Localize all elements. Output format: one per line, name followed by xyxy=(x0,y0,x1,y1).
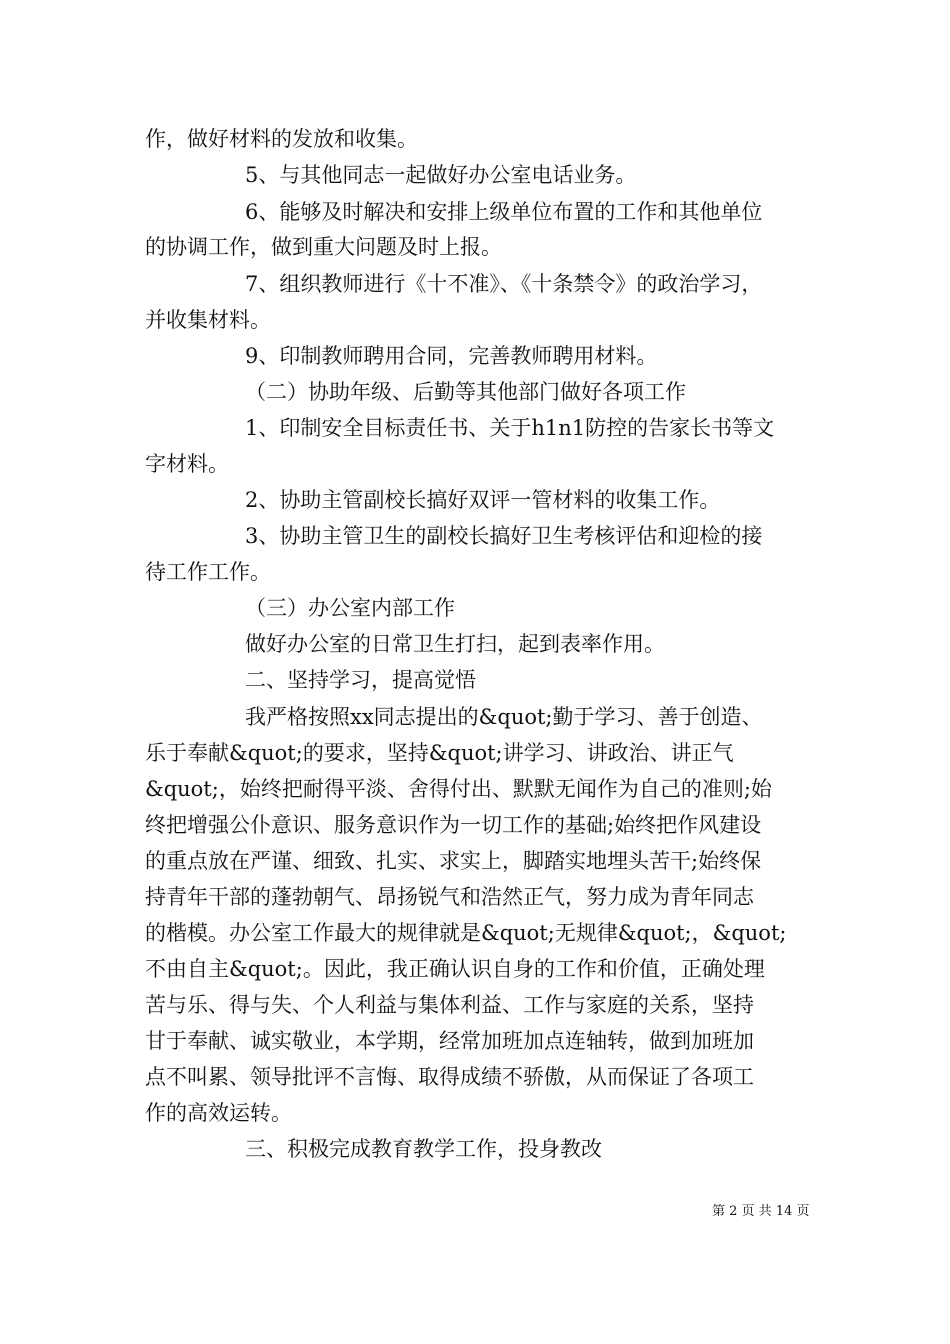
paragraph-line: 终把增强公仆意识、服务意识作为一切工作的基础;始终把作风建设 xyxy=(145,813,762,837)
section-heading: 三、积极完成教育教学工作，投身教改 xyxy=(245,1137,602,1161)
paragraph-line: 1、印制安全目标责任书、关于h1n1防控的告家长书等文 xyxy=(245,416,775,440)
section-heading: （三）办公室内部工作 xyxy=(245,596,455,620)
paragraph-line: 作，做好材料的发放和收集。 xyxy=(145,127,418,151)
section-heading: （二）协助年级、后勤等其他部门做好各项工作 xyxy=(245,380,686,404)
paragraph-line: 6、能够及时解决和安排上级单位布置的工作和其他单位 xyxy=(245,200,763,224)
paragraph-line: 3、协助主管卫生的副校长搞好卫生考核评估和迎检的接 xyxy=(245,524,763,548)
paragraph-line: 并收集材料。 xyxy=(145,308,271,332)
paragraph-line: 持青年干部的蓬勃朝气、昂扬锐气和浩然正气，努力成为青年同志 xyxy=(145,885,754,909)
paragraph-line: 的楷模。办公室工作最大的规律就是&quot;无规律&quot;，&quot; xyxy=(145,921,787,945)
paragraph-line: 2、协助主管副校长搞好双评一管材料的收集工作。 xyxy=(245,488,721,512)
paragraph-line: 7、组织教师进行《十不准》、《十条禁令》的政治学习， xyxy=(245,272,763,296)
paragraph-line: 不由自主&quot;。因此，我正确认识自身的工作和价值，正确处理 xyxy=(145,957,765,981)
paragraph-line: 乐于奉献&quot;的要求，坚持&quot;讲学习、讲政治、讲正气 xyxy=(145,741,734,765)
paragraph-line: 苦与乐、得与失、个人利益与集体利益、工作与家庭的关系，坚持 xyxy=(145,993,754,1017)
paragraph-line: 待工作工作。 xyxy=(145,560,271,584)
paragraph-line: 的协调工作，做到重大问题及时上报。 xyxy=(145,235,502,259)
paragraph-line: 字材料。 xyxy=(145,452,229,476)
paragraph-line: 我严格按照xx同志提出的&quot;勤于学习、善于创造、 xyxy=(245,705,763,729)
page-number-footer: 第 2 页 共 14 页 xyxy=(712,1204,810,1219)
paragraph-line: 5、与其他同志一起做好办公室电话业务。 xyxy=(245,163,637,187)
paragraph-line: 甘于奉献、诚实敬业，本学期，经常加班加点连轴转，做到加班加 xyxy=(145,1029,754,1053)
paragraph-line: &quot;，始终把耐得平淡、舍得付出、默默无闻作为自己的准则;始 xyxy=(145,777,772,801)
paragraph-line: 的重点放在严谨、细致、扎实、求实上，脚踏实地埋头苦干;始终保 xyxy=(145,849,762,873)
paragraph-line: 作的高效运转。 xyxy=(145,1101,292,1125)
section-heading: 二、坚持学习，提高觉悟 xyxy=(245,668,476,692)
paragraph-line: 9、印制教师聘用合同，完善教师聘用材料。 xyxy=(245,344,658,368)
paragraph-line: 点不叫累、领导批评不言悔、取得成绩不骄傲，从而保证了各项工 xyxy=(145,1065,754,1089)
paragraph-line: 做好办公室的日常卫生打扫，起到表率作用。 xyxy=(245,632,665,656)
